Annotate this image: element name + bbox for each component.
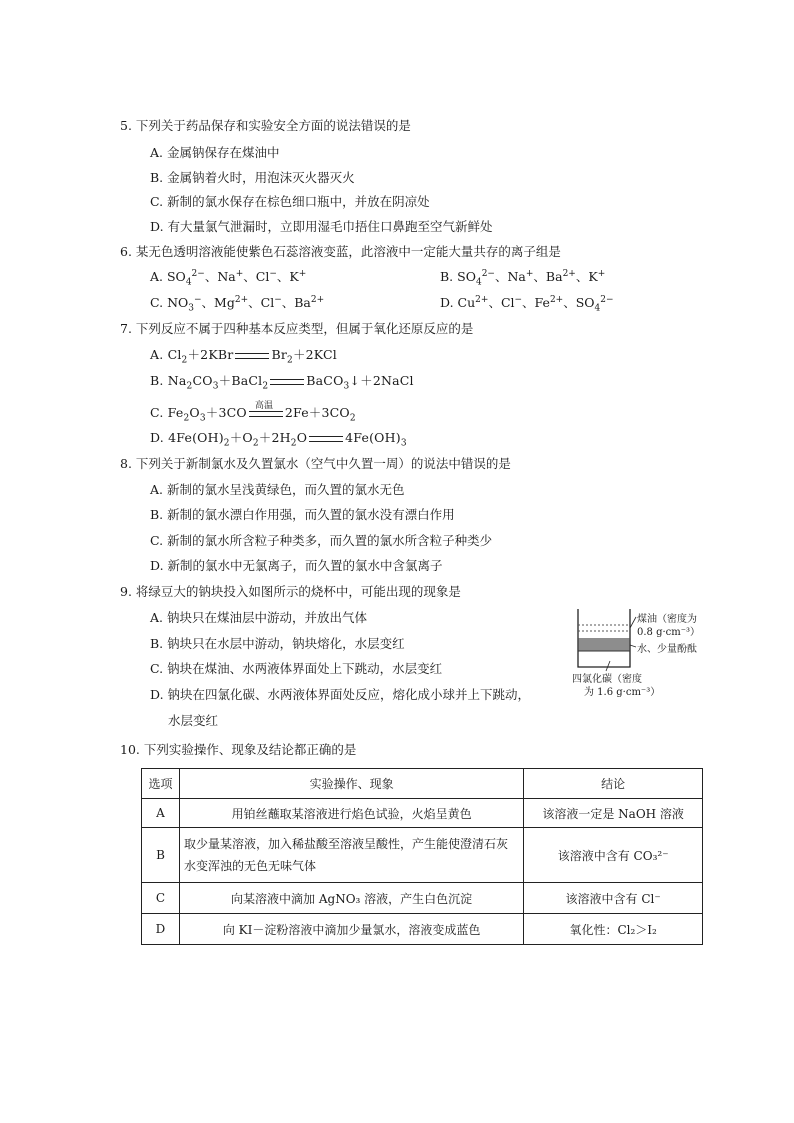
header-option: 选项	[142, 769, 180, 799]
q5-option-a: A. 金属钠保存在煤油中	[150, 145, 280, 160]
table-row: D 向 KI－淀粉溶液中滴加少量氯水，溶液变成蓝色 氧化性：Cl₂＞I₂	[142, 914, 703, 945]
beaker-figure	[570, 605, 640, 675]
q6-option-c: C. $NO_3^-$、$Mg^{2+}$、Cl−、$Ba^{2+}$	[150, 294, 325, 314]
q7-option-d: D. $4Fe(OH)_2+O_2+2H_2O$ $4Fe(OH)_3$	[150, 430, 407, 449]
q9-stem: 9. 将绿豆大的钠块投入如图所示的烧杯中，可能出现的现象是	[120, 584, 461, 599]
q7-option-c: C. $Fe_2O_3+3CO$ 高温 $2Fe+3CO_2$	[150, 404, 356, 422]
q5-stem: 5. 下列关于药品保存和实验安全方面的说法错误的是	[120, 118, 411, 133]
q6-option-d: D. $Cu^{2+}$、Cl−、$Fe^{2+}$、$SO_4^{2-}$	[440, 294, 614, 314]
figure-label-ccl4: 四氯化碳（密度 为 1.6 g·cm⁻³）	[572, 674, 661, 698]
table-row: B 取少量某溶液，加入稀盐酸至溶液呈酸性，产生能使澄清石灰 水变浑浊的无色无味气体 该溶液中含有 CO₃²⁻	[142, 828, 703, 883]
q8-option-c: C. 新制的氯水所含粒子种类多，而久置的氯水所含粒子种类少	[150, 533, 493, 548]
q9-option-a: A. 钠块只在煤油层中游动，并放出气体	[150, 610, 367, 625]
table-row: C 向某溶液中滴加 AgNO₃ 溶液，产生白色沉淀 该溶液中含有 Cl⁻	[142, 883, 703, 914]
q6-option-a: A. $SO_4^{2-}$、Na+、Cl−、K+	[150, 268, 307, 288]
figure-label-water: 水、少量酚酞	[637, 644, 697, 655]
q5-option-c: C. 新制的氯水保存在棕色细口瓶中，并放在阴凉处	[150, 194, 430, 209]
q9-option-c: C. 钠块在煤油、水两液体界面处上下跳动，水层变红	[150, 661, 443, 676]
q9-option-b: B. 钠块只在水层中游动，钠块熔化，水层变红	[150, 636, 405, 651]
q10-table	[141, 768, 703, 945]
q6-stem: 6. 某无色透明溶液能使紫色石蕊溶液变蓝，此溶液中一定能大量共存的离子组是	[120, 244, 561, 259]
table-row: A 用铂丝蘸取某溶液进行焰色试验，火焰呈黄色 该溶液一定是 NaOH 溶液	[142, 799, 703, 828]
q9-option-d-line2: 水层变红	[168, 713, 219, 728]
q8-option-b: B. 新制的氯水漂白作用强，而久置的氯水没有漂白作用	[150, 507, 455, 522]
q8-stem: 8. 下列关于新制氯水及久置氯水（空气中久置一周）的说法中错误的是	[120, 456, 511, 471]
q5-option-d: D. 有大量氯气泄漏时，立即用湿毛巾捂住口鼻跑至空气新鲜处	[150, 219, 493, 234]
figure-label-kerosene: 煤油（密度为 0.8 g·cm⁻³）	[637, 614, 701, 638]
q8-option-a: A. 新制的氯水呈浅黄绿色，而久置的氯水无色	[150, 482, 405, 497]
table-header-row	[142, 769, 703, 799]
q7-stem: 7. 下列反应不属于四种基本反应类型，但属于氧化还原反应的是	[120, 321, 474, 336]
q10-stem: 10. 下列实验操作、现象及结论都正确的是	[120, 742, 357, 757]
header-conclusion: 结论	[524, 769, 703, 799]
q7-option-a: A. $Cl_2+2KBr$ $Br_2+2KCl$	[150, 347, 337, 366]
q8-option-d: D. 新制的氯水中无氯离子，而久置的氯水中含氯离子	[150, 558, 443, 573]
q9-option-d-line1: D. 钠块在四氯化碳、水两液体界面处反应，熔化成小球并上下跳动，	[150, 687, 531, 702]
q7-option-b: B. $Na_2CO_3+BaCl_2$ BaCO$_3$↓＋2NaCl	[150, 373, 414, 392]
header-operation: 实验操作、现象	[179, 769, 523, 799]
reaction-condition: 高温	[254, 400, 274, 411]
q5-option-b: B. 金属钠着火时，用泡沫灭火器灭火	[150, 170, 355, 185]
q6-option-b: B. $SO_4^{2-}$、Na+、$Ba^{2+}$、K+	[440, 268, 606, 288]
